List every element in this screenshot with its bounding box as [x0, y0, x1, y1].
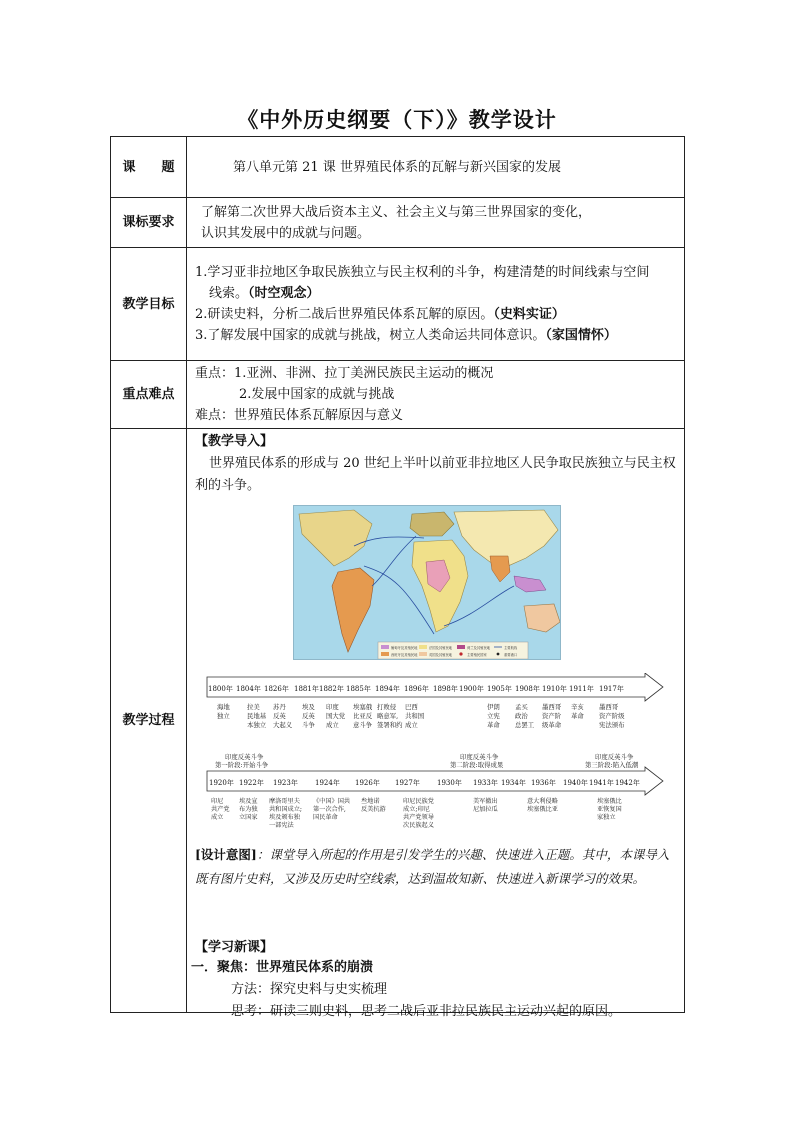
legend-swatch-2: [381, 652, 389, 656]
timeline-2-event: 《中国》国共: [313, 798, 351, 805]
goal-3: [195, 325, 678, 346]
timeline-1-event: 巴西: [405, 703, 418, 711]
timeline-1-year: 1911年: [569, 685, 594, 693]
timeline-1-event: 墨西哥: [542, 703, 562, 711]
timeline-2-event: 家独立: [597, 814, 616, 821]
legend-label-2: 西班牙及其殖民地: [391, 653, 418, 657]
goal-1-line-b: [195, 283, 678, 304]
timeline-2-event: 共产党领导: [403, 814, 434, 821]
timeline-1-event: 意斗争: [353, 721, 373, 729]
timeline-2-phase-subtitle: 第一阶段:开始斗争: [215, 761, 269, 769]
timeline-1-event: 签署和约: [377, 721, 403, 729]
timeline-2-year: 1934年: [501, 779, 526, 787]
label-process: 教学过程: [111, 429, 187, 1013]
legend-label-1: 葡萄牙及其殖民地: [391, 646, 418, 650]
timeline-1-event: 伊朗: [487, 703, 500, 711]
timeline-2-event: 共和国成立;: [269, 806, 303, 813]
timeline-2-event: 摩洛哥里夫: [269, 798, 300, 805]
timeline-1-event: 级革命: [542, 721, 562, 729]
legend-label-7: 主要航线: [504, 646, 518, 650]
timeline-1-event: 反英: [273, 712, 286, 720]
timeline-2-event: 印尼: [211, 798, 224, 805]
legend-label-4: 英国及其殖民地: [429, 653, 453, 657]
key-point-1: 重点：1.亚洲、非洲、拉丁美洲民族民主运动的概况: [195, 366, 494, 381]
timeline-2-year: 1923年: [273, 779, 298, 787]
label-goals: 教学目标: [111, 248, 187, 361]
legend-label-8: 重要港口: [504, 653, 518, 657]
timeline-1-event: 资产阶: [542, 712, 562, 720]
design-intent-tag: [设计意图]: [195, 847, 257, 862]
timeline-1-event: 总罢工: [515, 721, 535, 729]
timeline-1-event: 海地: [217, 703, 230, 711]
timeline-1-year: 1804年: [236, 685, 261, 693]
timeline-2-event: 布为独: [239, 806, 258, 813]
standard-line-2: 认识其发展中的成就与问题。: [201, 225, 371, 241]
timeline-2-graphic: [205, 751, 665, 829]
legend-swatch-8: [497, 653, 500, 656]
goal-3-text: 3.了解发展中国家的成就与挑战，树立人类命运共同体意识。: [195, 328, 546, 343]
timeline-2-event: 埃塞俄比亚: [527, 806, 558, 813]
timeline-1-year: 1917年: [599, 685, 624, 693]
timeline-2-event: 第一次合作,: [313, 806, 346, 813]
timeline-2-event: 意大利侵略: [527, 798, 558, 805]
timeline-2-phase-title: 印度反英斗争: [460, 753, 499, 761]
timeline-2-event: 埃塞俄比: [597, 798, 622, 805]
timeline-2-year: 1920年: [209, 779, 234, 787]
timeline-2-year: 1924年: [315, 779, 340, 787]
process-body: [187, 429, 684, 1019]
legend-swatch-4: [419, 652, 427, 656]
timeline-1-event: 斗争: [302, 721, 315, 729]
document-title: 《中外历史纲要（下）》教学设计: [237, 107, 557, 132]
timeline-1-event: 墨西哥: [599, 703, 619, 711]
timeline-2-phase-title: 印度反英斗争: [595, 753, 634, 761]
label-topic: 课 题: [111, 137, 187, 198]
timeline-2-event: 共产党: [211, 806, 230, 813]
timeline-1-year: 1894年: [375, 685, 400, 693]
colonial-world-map: [293, 505, 561, 660]
map-graphic: [294, 506, 561, 660]
legend-label-3: 法国及其殖民地: [429, 646, 453, 650]
timeline-1-year: 1882年: [319, 685, 344, 693]
timeline-2-year: 1942年: [615, 779, 640, 787]
row-standard: [111, 198, 685, 248]
timeline-1-graphic: [205, 673, 665, 739]
content-topic: [187, 137, 685, 198]
timeline-1-event: 宪法颁布: [599, 721, 625, 729]
timeline-2-event: 尼加拉瓜: [473, 806, 498, 813]
timeline-1-event: 立宪: [487, 712, 500, 720]
timeline-1-event: 成立: [405, 721, 418, 729]
timeline-1-year: 1885年: [346, 685, 371, 693]
timeline-2-year: 1941年: [589, 779, 614, 787]
timeline-2-event: 印尼民族党: [403, 798, 434, 805]
timeline-2-phase-title: 印度反英斗争: [225, 753, 264, 761]
timeline-2-event: 立国家: [239, 814, 258, 821]
goal-2: [195, 304, 678, 325]
method-text: 方法：探究史料与史实梳理: [231, 982, 388, 997]
timeline-1-event: 埃及: [302, 703, 315, 711]
timeline-1-event: 成立: [326, 721, 339, 729]
timeline-2-event: 成立: [211, 814, 224, 821]
timeline-1-event: 埃塞俄: [353, 703, 373, 711]
legend-label-6: 主要殖民国家: [467, 653, 487, 657]
design-intent: [195, 843, 680, 891]
timeline-2-year: 1927年: [395, 779, 420, 787]
timeline-1-event: 反英: [302, 712, 315, 720]
goal-1-tag: （时空观念）: [248, 286, 320, 301]
row-topic: [111, 137, 685, 198]
legend-swatch-1: [381, 645, 389, 649]
timeline-1-event: 比亚反: [353, 712, 373, 720]
standard-line-1: 了解第二次世界大战后资本主义、社会主义与第三世界国家的变化，: [201, 204, 592, 220]
timeline-1-year: 1826年: [264, 685, 289, 693]
think-text: 思考：研读三则史料，思考二战后亚非拉民族民主运动兴起的原因。: [231, 1004, 622, 1019]
design-intent-text: ：课堂导入所起的作用是引发学生的兴趣、快速进入正题。其中，本课导入既有图片史料，又涉及历史时空线索，达到温故知新、快速进入新课学习的效果。: [195, 847, 670, 886]
timeline-2-event: 叁地诺: [361, 798, 380, 805]
timeline-2-event: 国民革命: [313, 814, 338, 821]
timeline-1-event: 苏丹: [273, 703, 286, 711]
timeline-1-year: 1908年: [515, 685, 540, 693]
timeline-1-event: 拉美: [247, 703, 260, 711]
content-process: [187, 429, 685, 1019]
content-key-points: [187, 361, 685, 429]
row-process: [111, 429, 685, 1013]
timeline-1-event: 印度: [326, 703, 339, 711]
timeline-2-year: 1926年: [355, 779, 380, 787]
legend-swatch-3: [419, 645, 427, 649]
timeline-1-event: 政治: [515, 712, 528, 720]
timeline-2-year: 1922年: [239, 779, 264, 787]
timeline-1-event: 革命: [487, 721, 500, 729]
timeline-2-year: 1930年: [437, 779, 462, 787]
timeline-1-year: 1881年: [294, 685, 319, 693]
goal-3-tag: （家国情怀）: [545, 328, 617, 343]
timeline-2-year: 1933年: [473, 779, 498, 787]
timeline-1-event: 民地基: [247, 712, 267, 720]
timeline-1-year: 1800年: [208, 685, 233, 693]
timeline-2-event: 反美抗游: [361, 806, 386, 813]
row-goals: [111, 248, 685, 361]
timeline-1-event: 打败侵: [377, 703, 397, 711]
new-lesson-title: 【学习新课】: [195, 940, 274, 955]
timeline-1-event: 独立: [217, 712, 230, 720]
timeline-2-event: 埃及颁布独: [269, 814, 300, 821]
intro-title: 【教学导入】: [195, 434, 274, 449]
timeline-2-event: 次民族起义: [403, 822, 434, 829]
row-key-points: [111, 361, 685, 429]
timeline-1-event: 国大党: [326, 712, 346, 720]
timeline-1-year: 1896年: [404, 685, 429, 693]
intro-text: 世界殖民体系的形成与 20 世纪上半叶以前亚非拉地区人民争取民族独立与民主权利的斗争。: [195, 456, 676, 493]
timeline-1-event: 资产阶级: [599, 712, 625, 720]
timeline-1-event: 辛亥: [571, 703, 584, 711]
content-standard: [187, 198, 685, 248]
timeline-1-event: 孟买: [515, 703, 528, 711]
goal-2-tag: （史料实证）: [493, 307, 565, 322]
timeline-1-year: 1910年: [542, 685, 567, 693]
timeline-1-event: 略意军,: [377, 712, 399, 720]
timeline-2-event: 埃及宣: [239, 798, 258, 805]
legend-swatch-5: [457, 645, 465, 649]
topic-text: 第八单元第 21 课 世界殖民体系的瓦解与新兴国家的发展: [233, 159, 561, 175]
label-key-points: 重点难点: [111, 361, 187, 429]
timeline-1-event: 本独立: [247, 721, 267, 729]
legend-label-5: 荷兰及其殖民地: [467, 646, 491, 650]
legend-swatch-6: [459, 652, 462, 655]
lesson-plan-table: [110, 136, 685, 1019]
focus-heading: 一．聚焦：世界殖民体系的崩溃: [191, 960, 374, 975]
timeline-2-event: 成立;印尼: [403, 806, 430, 813]
timeline-2-event: 美军撤出: [473, 798, 498, 805]
key-point-2: 2.发展中国家的成就与挑战: [239, 387, 395, 402]
timeline-1-event: 共和国: [405, 712, 425, 720]
timeline-1-event: 革命: [571, 712, 584, 720]
timeline-1-year: 1898年: [433, 685, 458, 693]
goal-2-text: 2.研读史料，分析二战后世界殖民体系瓦解的原因。: [195, 307, 494, 322]
goal-1-line-a: 1.学习亚非拉地区争取民族独立与民主权利的斗争，构建清楚的时间线索与空间: [195, 265, 650, 280]
timeline-2-phase-subtitle: 第二阶段:取得成果: [450, 761, 504, 769]
difficulty: 难点：世界殖民体系瓦解原因与意义: [195, 408, 404, 423]
timeline-2-event: 亚恢复国: [597, 806, 622, 813]
timeline-2-event: 一部宪法: [269, 822, 294, 829]
timeline-2-phase-subtitle: 第三阶段:陷入低潮: [585, 761, 639, 769]
timeline-2-year: 1936年: [531, 779, 556, 787]
timeline-1920-1942: [205, 751, 665, 829]
label-standard: 课标要求: [111, 198, 187, 248]
timeline-1-year: 1905年: [487, 685, 512, 693]
goal-1-text: 线索。: [209, 286, 249, 301]
content-goals: [187, 248, 685, 361]
timeline-2-year: 1940年: [563, 779, 588, 787]
timeline-1-event: 大起义: [273, 721, 293, 729]
timeline-1800-1917: [205, 673, 665, 739]
timeline-1-year: 1900年: [459, 685, 484, 693]
